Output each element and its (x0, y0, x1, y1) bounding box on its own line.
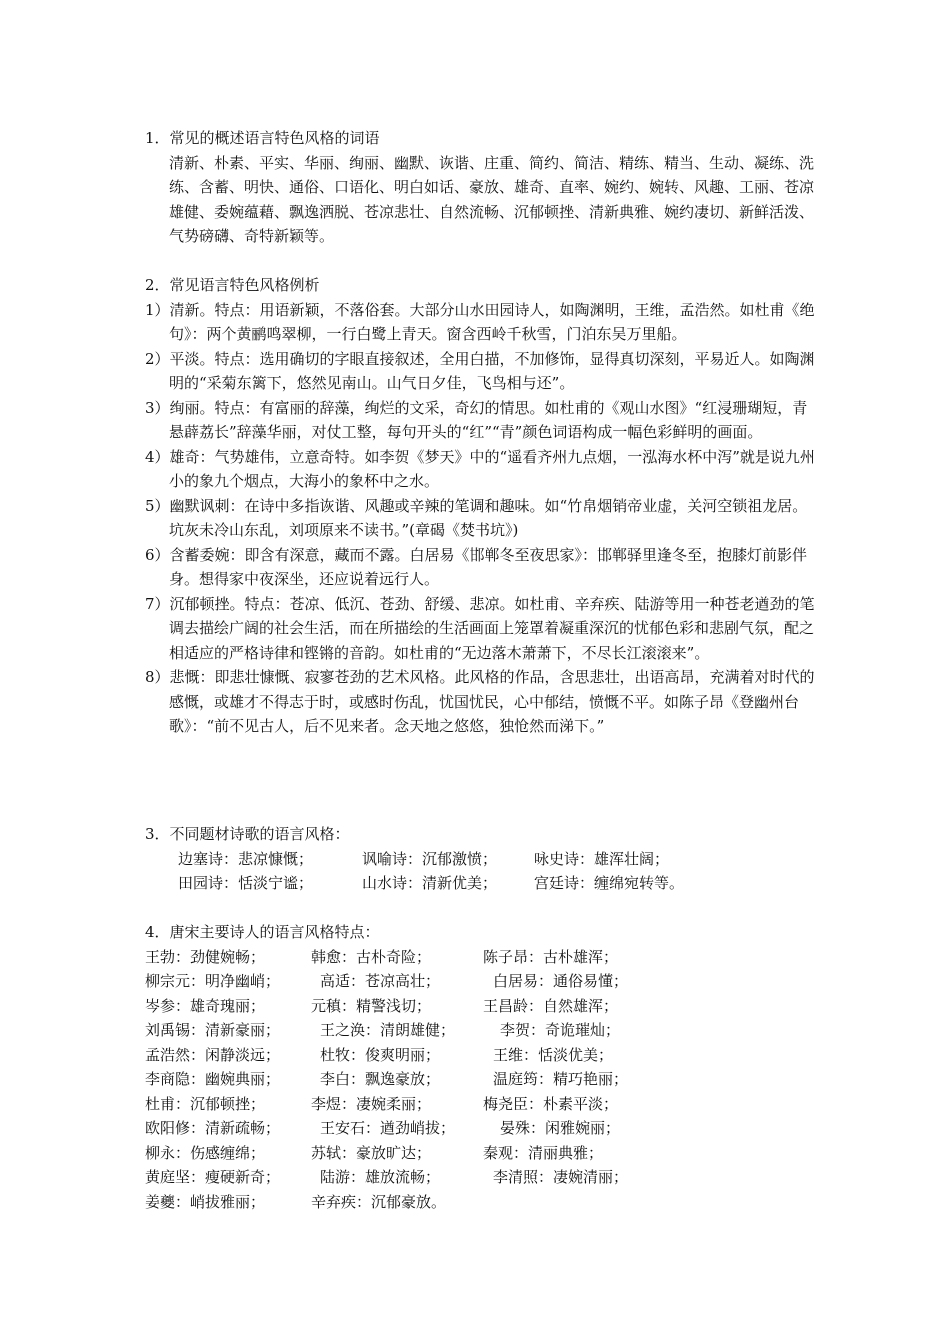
poet-cell: 王之涣：清朗雄健； (320, 1021, 456, 1039)
section-2-title: 2．常见语言特色风格例析 (145, 276, 320, 294)
section-4 (145, 920, 815, 1214)
poet-cell: 陆游：雄放流畅； (320, 1168, 441, 1186)
genre-cell: 边塞诗：悲凉慷慨； (178, 849, 314, 868)
poet-cell: 李煜：凄婉柔丽； (311, 1094, 432, 1113)
poet-cell: 李白：飘逸豪放； (320, 1070, 441, 1088)
poet-row (145, 1067, 815, 1092)
section-3-title: 3．不同题材诗歌的语言风格： (145, 825, 350, 843)
poet-row (145, 994, 815, 1019)
genre-row (145, 847, 815, 872)
poet-cell: 辛弃疾：沉郁豪放。 (311, 1192, 447, 1211)
poet-row (145, 945, 815, 970)
poet-cell: 柳永：伤感缠绵； (145, 1143, 266, 1162)
section-3 (145, 822, 815, 896)
poet-cell: 王维：恬淡优美； (493, 1045, 614, 1064)
poet-cell: 王昌龄：自然雄浑； (483, 996, 619, 1015)
style-item: 4）雄奇：气势雄伟，立意奇特。如李贺《梦天》中的“遥看齐州九点烟，一泓海水杯中泻”就是说九州小的象九个烟点，大海小的象杯中之水。 (145, 447, 815, 490)
section-1 (145, 126, 815, 249)
poet-cell: 姜夔：峭拔雅丽； (145, 1192, 266, 1211)
poet-cell: 刘禹锡：清新豪丽； (145, 1021, 281, 1039)
poet-cell: 温庭筠：精巧艳丽； (493, 1070, 629, 1088)
poet-cell: 晏殊：闲雅婉丽； (500, 1119, 621, 1137)
poet-row (145, 1043, 815, 1068)
poet-row (145, 1165, 815, 1190)
poet-row (145, 1092, 815, 1117)
genre-cell: 讽喻诗：沉郁激愤； (362, 849, 498, 868)
poet-cell: 高适：苍凉高壮； (320, 972, 441, 990)
style-item: 2）平淡。特点：选用确切的字眼直接叙述，全用白描，不加修饰，显得真切深刻，平易近人。如陶渊明的“采菊东篱下，悠然见南山。山气日夕佳，飞鸟相与还”。 (145, 349, 815, 392)
poet-row (145, 1190, 815, 1215)
style-item: 7）沉郁顿挫。特点：苍凉、低沉、苍劲、舒缓、悲凉。如杜甫、辛弃疾、陆游等用一种苍老遒劲的笔调去描绘广阔的社会生活，而在所描绘的生活画面上笼罩着凝重深沉的忧郁色彩和悲剧气氛，配之相适应的严格诗律和铿锵的音韵。如杜甫的“无边落木萧萧下，不尽长江滚滚来”。 (145, 594, 815, 662)
section-4-title: 4．唐宋主要诗人的语言风格特点： (145, 923, 380, 941)
genre-cell: 山水诗：清新优美； (362, 874, 498, 892)
poet-cell: 秦观：清丽典雅； (483, 1143, 604, 1162)
genre-cell: 田园诗：恬淡宁谧； (178, 874, 314, 892)
poet-cell: 苏轼：豪放旷达； (311, 1143, 432, 1162)
style-item: 8）悲慨：即悲壮慷慨、寂寥苍劲的艺术风格。此风格的作品，含思悲壮，出语高昂，充满着对时代的感慨，或雄才不得志于时，或感时伤乱，忧国忧民，心中郁结，愤慨不平。如陈子昂《登幽州台歌》：“前不见古人，后不见来者。念天地之悠悠，独怆然而涕下。” (145, 668, 815, 735)
style-item: 5）幽默讽刺：在诗中多指诙谐、风趣或辛辣的笔调和趣味。如“竹帛烟销帝业虚，关河空锁祖龙居。坑灰未冷山东乱，刘项原来不读书。”(章碣《焚书坑》) (145, 496, 808, 539)
poet-cell: 柳宗元：明净幽峭； (145, 972, 281, 990)
poet-row (145, 1116, 815, 1141)
poet-cell: 梅尧臣：朴素平淡； (483, 1094, 619, 1113)
style-item: 3）绚丽。特点：有富丽的辞藻，绚烂的文采，奇幻的情思。如杜甫的《观山水图》“红浸珊瑚短，青悬薜荔长”辞藻华丽，对仗工整，每句开头的“红”“青”颜色词语构成一幅色彩鲜明的画面。 (145, 398, 808, 441)
poet-cell: 李贺：奇诡璀灿； (500, 1021, 621, 1039)
poet-cell: 孟浩然：闲静淡远； (145, 1045, 281, 1064)
style-item: 1）清新。特点：用语新颖，不落俗套。大部分山水田园诗人，如陶渊明，王维，孟浩然。如杜甫《绝句》：两个黄鹂鸣翠柳，一行白鹭上青天。窗含西岭千秋雪，门泊东吴万里船。 (145, 300, 815, 343)
poet-cell: 欧阳修：清新疏畅； (145, 1119, 281, 1137)
poet-row (145, 969, 815, 994)
poet-cell: 王勃：劲健婉畅； (145, 947, 266, 966)
poet-cell: 杜牧：俊爽明丽； (320, 1045, 441, 1064)
poet-cell: 王安石：遒劲峭拔； (320, 1119, 456, 1137)
poet-cell: 杜甫：沉郁顿挫； (145, 1094, 266, 1113)
genre-cell: 宫廷诗：缠绵宛转等。 (534, 874, 685, 892)
poet-cell: 李商隐：幽婉典丽； (145, 1070, 281, 1088)
section-1-title: 1．常见的概述语言特色风格的词语 (145, 129, 380, 147)
poet-row (145, 1018, 815, 1043)
poet-cell: 陈子昂：古朴雄浑； (483, 947, 619, 966)
poet-cell: 韩愈：古朴奇险； (311, 947, 432, 966)
section-2 (145, 273, 815, 739)
poet-cell: 岑参：雄奇瑰丽； (145, 996, 266, 1015)
poet-cell: 李清照：凄婉清丽； (493, 1168, 629, 1186)
poet-row (145, 1141, 815, 1166)
poet-cell: 白居易：通俗易懂； (493, 972, 629, 990)
poet-cell: 元稹：精警浅切； (311, 996, 432, 1015)
poet-cell: 黄庭坚：瘦硬新奇； (145, 1168, 281, 1186)
section-1-body: 清新、朴素、平实、华丽、绚丽、幽默、诙谐、庄重、简约、简洁、精练、精当、生动、凝练、洗练、含蓄、明快、通俗、口语化、明白如话、豪放、雄奇、直率、婉约、婉转、风趣、工丽、苍凉雄健、委婉蕴藉、飘逸洒脱、苍凉悲壮、自然流畅、沉郁顿挫、清新典雅、婉约凄切、新鲜活泼、气势磅礴、奇特新颖等。 (169, 153, 815, 245)
style-item: 6）含蓄委婉：即含有深意，藏而不露。白居易《邯郸冬至夜思家》：邯郸驿里逢冬至，抱膝灯前影伴身。想得家中夜深坐，还应说着远行人。 (145, 545, 808, 588)
genre-cell: 咏史诗：雄浑壮阔； (534, 849, 670, 868)
genre-row (145, 871, 815, 896)
